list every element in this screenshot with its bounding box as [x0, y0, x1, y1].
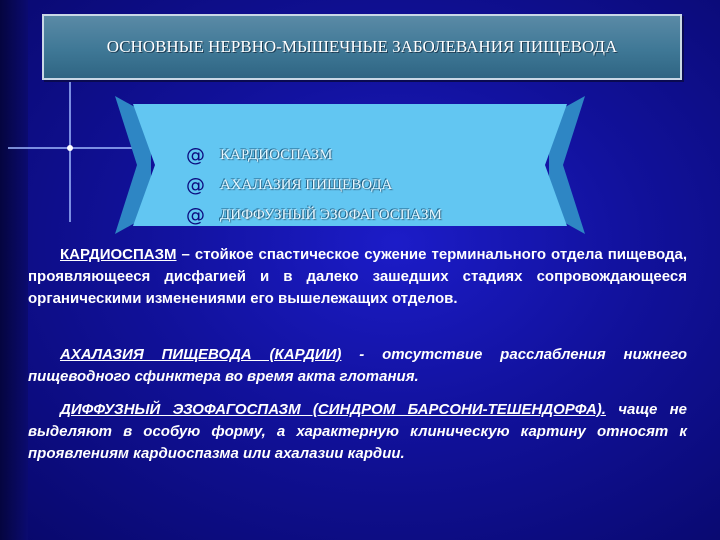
term-achalasia: АХАЛАЗИЯ ПИЩЕВОДА (КАРДИИ) — [60, 346, 342, 363]
paragraph-esophagospasm — [28, 399, 687, 465]
list-item — [186, 140, 442, 170]
disease-list — [186, 140, 442, 230]
paragraph-cardiospasm — [28, 244, 687, 310]
at-sign-icon: @ — [186, 144, 205, 166]
list-item — [186, 170, 442, 200]
definition-achalasia: - отсутствие расслабления нижнего пищеводного сфинктера во время акта глотания. — [28, 346, 687, 385]
definition-cardiospasm: – стойкое спастическое сужение терминального отдела пищевода, проявляющееся дисфагией и в далеко зашедших стадиях сопровождающееся органическими изменениями его вышележащих отделов. — [28, 246, 687, 307]
list-item-label: КАРДИОСПАЗМ — [220, 146, 333, 163]
slide-title: ОСНОВНЫЕ НЕРВНО-МЫШЕЧНЫЕ ЗАБОЛЕВАНИЯ ПИЩЕВОДА — [106, 37, 618, 57]
term-cardiospasm: КАРДИОСПАЗМ — [60, 246, 177, 263]
at-sign-icon: @ — [186, 174, 205, 196]
term-esophagospasm: ДИФФУЗНЫЙ ЭЗОФАГОСПАЗМ (СИНДРОМ БАРСОНИ-ТЕШЕНДОРФА). — [60, 401, 606, 418]
list-item — [186, 200, 442, 230]
at-sign-icon: @ — [186, 204, 205, 226]
list-item-label: АХАЛАЗИЯ ПИЩЕВОДА — [220, 176, 393, 193]
paragraph-achalasia — [28, 344, 687, 388]
title-box — [42, 14, 682, 80]
list-item-label: ДИФФУЗНЫЙ ЭЗОФАГОСПАЗМ — [220, 206, 442, 223]
definition-esophagospasm: чаще не выделяют в особую форму, а характерную клиническую картину относят к проявлениям кардиоспазма или ахалазии кардии. — [28, 401, 687, 462]
